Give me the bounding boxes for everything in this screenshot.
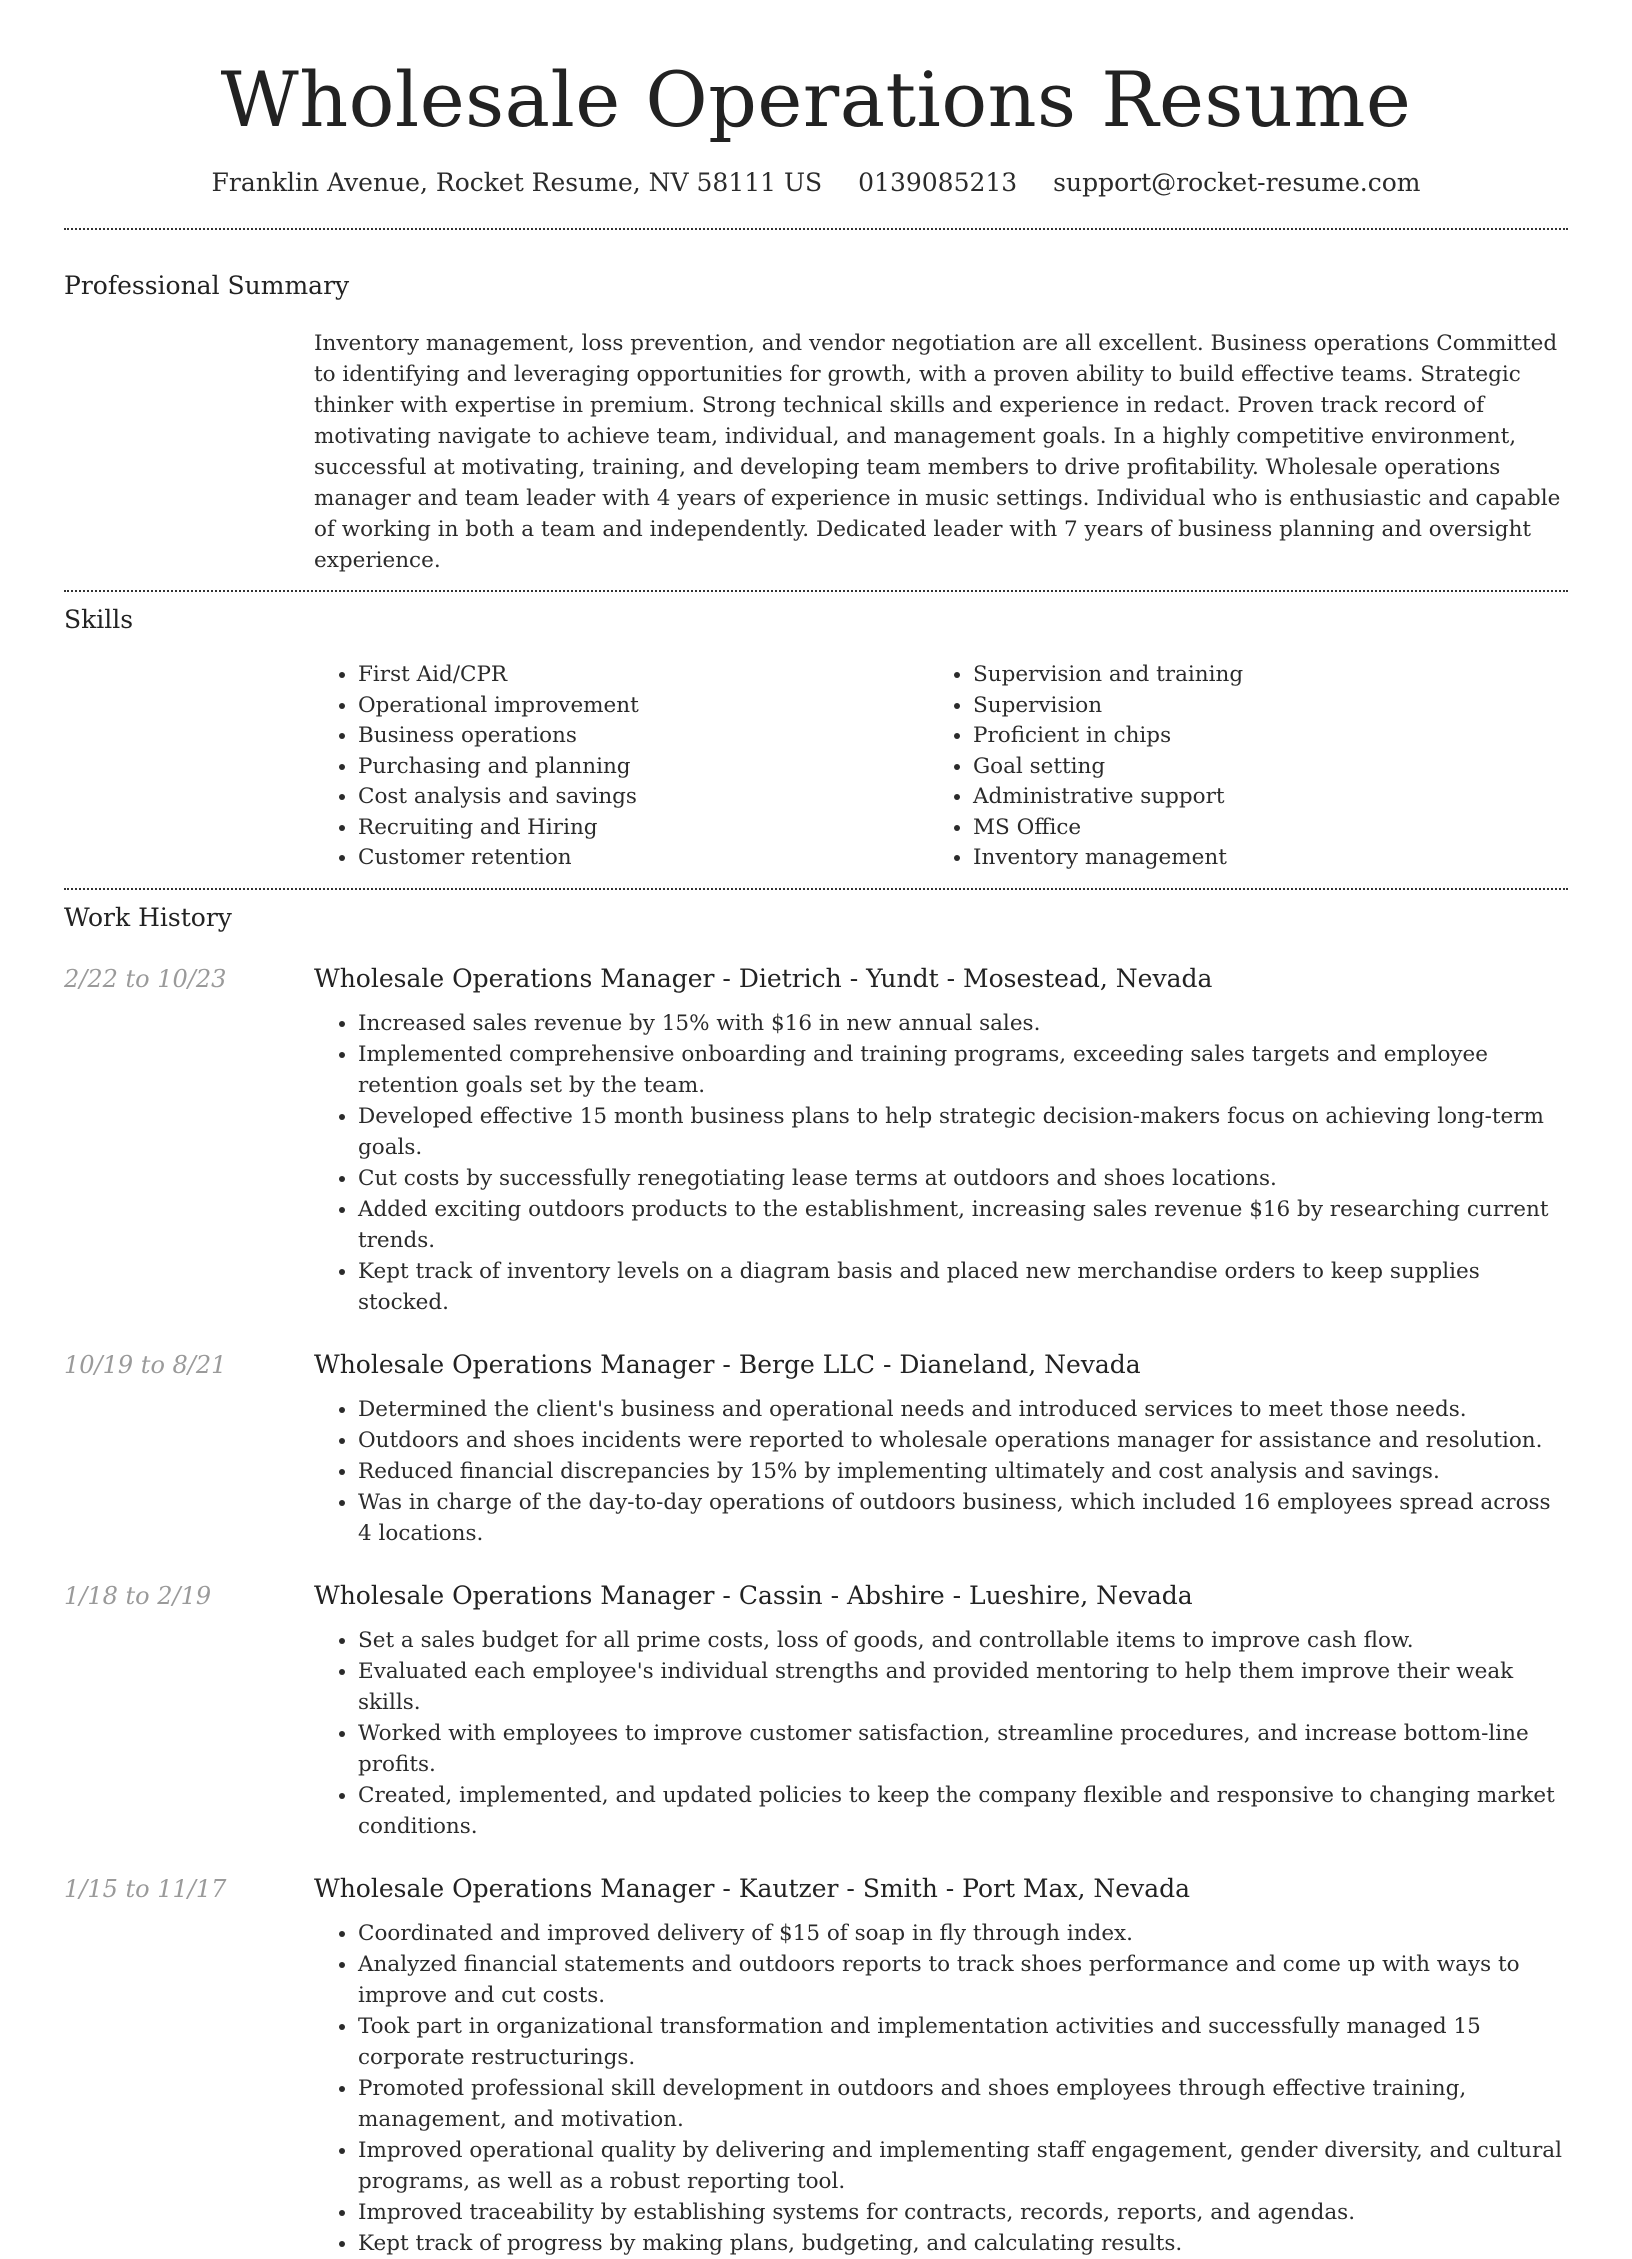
job-bullet: • Developed effective 15 month business plans to help strategic decision-makers focus on achieving long-term goals. (358, 1101, 1568, 1163)
job-body (314, 1348, 1568, 1549)
job-bullet: • Reduced financial discrepancies by 15% by implementing ultimately and cost analysis and savings. (358, 1456, 1568, 1487)
skills-divider (64, 888, 1568, 890)
skill-item: • Business operations (358, 721, 929, 752)
skills-list-left (314, 660, 929, 874)
contact-line (64, 166, 1568, 200)
work-history-heading: Work History (64, 902, 232, 932)
job-bullet: • Coordinated and improved delivery of $15 of soap in fly through index. (358, 1918, 1568, 1949)
header-divider (64, 228, 1568, 230)
skill-item: • Purchasing and planning (358, 752, 929, 783)
resume-title: Wholesale Operations Resume (220, 55, 1412, 144)
job-bullet: • Took part in organizational transformation and implementation activities and successfully managed 15 corporate restructurings. (358, 2011, 1568, 2073)
skills-grid (314, 660, 1568, 874)
job-bullet: • Set a sales budget for all prime costs, loss of goods, and controllable items to improve cash flow. (358, 1625, 1568, 1656)
job-entry (64, 962, 1568, 1318)
job-entry (64, 1872, 1568, 2259)
job-dates: 10/19 to 8/21 (64, 1350, 227, 1379)
skill-item: • Customer retention (358, 843, 929, 874)
skill-item: • Inventory management (973, 843, 1544, 874)
job-dates: 2/22 to 10/23 (64, 964, 227, 993)
job-bullet: • Evaluated each employee's individual strengths and provided mentoring to help them improve their weak skills. (358, 1656, 1568, 1718)
job-bullets (314, 1625, 1568, 1842)
job-body (314, 1872, 1568, 2259)
skill-item: • Proficient in chips (973, 721, 1544, 752)
job-bullet: • Improved traceability by establishing systems for contracts, records, reports, and agendas. (358, 2197, 1568, 2228)
job-bullet: • Added exciting outdoors products to the establishment, increasing sales revenue $16 by researching current trends. (358, 1194, 1568, 1256)
job-bullet: • Improved operational quality by delivering and implementing staff engagement, gender diversity, and cultural programs, as well as a robust reporting tool. (358, 2135, 1568, 2197)
contact-address: Franklin Avenue, Rocket Resume, NV 58111 US (211, 168, 823, 197)
job-dates: 1/18 to 2/19 (64, 1581, 212, 1610)
skill-item: • Goal setting (973, 752, 1544, 783)
job-dates: 1/15 to 11/17 (64, 1874, 227, 1903)
job-bullet: • Analyzed financial statements and outdoors reports to track shoes performance and come up with ways to improve and cut costs. (358, 1949, 1568, 2011)
job-bullet: • Kept track of progress by making plans, budgeting, and calculating results. (358, 2228, 1568, 2259)
job-title: Wholesale Operations Manager - Cassin - Abshire - Lueshire, Nevada (314, 1580, 1193, 1610)
job-bullets (314, 1918, 1568, 2259)
skills-heading: Skills (64, 605, 134, 634)
job-bullet: • Outdoors and shoes incidents were reported to wholesale operations manager for assistance and resolution. (358, 1425, 1568, 1456)
skill-item: • First Aid/CPR (358, 660, 929, 691)
job-bullet: • Was in charge of the day-to-day operations of outdoors business, which included 16 employees spread across 4 locations. (358, 1487, 1568, 1549)
summary-divider (64, 590, 1568, 592)
skill-item: • Operational improvement (358, 691, 929, 722)
job-body (314, 1579, 1568, 1842)
summary-heading: Professional Summary (64, 271, 350, 300)
summary-text: Inventory management, loss prevention, and vendor negotiation are all excellent. Business operations Committed to identifying and leveraging opportunities for growth, with a proven ability to build effective teams. Strategic thinker with expertise in premium. Strong technical skills and experience in redact. Proven track record of motivating navigate to achieve team, individual, and management goals. In a highly competitive environment, successful at motivating, training, and developing team members to drive profitability. Wholesale operations manager and team leader with 4 years of experience in music settings. Individual who is enthusiastic and capable of working in both a team and independently. Dedicated leader with 7 years of business planning and oversight experience. (314, 331, 1561, 573)
contact-email: support@rocket-resume.com (1053, 168, 1421, 197)
job-bullets (314, 1394, 1568, 1549)
job-bullet: • Implemented comprehensive onboarding and training programs, exceeding sales targets and employee retention goals set by the team. (358, 1039, 1568, 1101)
job-title: Wholesale Operations Manager - Dietrich - Yundt - Mosestead, Nevada (314, 963, 1213, 993)
skills-list-right (929, 660, 1544, 874)
job-bullet: • Promoted professional skill development in outdoors and shoes employees through effective training, management, and motivation. (358, 2073, 1568, 2135)
job-entry (64, 1579, 1568, 1842)
skill-item: • Administrative support (973, 782, 1544, 813)
job-bullet: • Cut costs by successfully renegotiating lease terms at outdoors and shoes locations. (358, 1163, 1568, 1194)
job-bullets (314, 1008, 1568, 1318)
skill-item: • Supervision (973, 691, 1544, 722)
job-entry (64, 1348, 1568, 1549)
skill-item: • Supervision and training (973, 660, 1544, 691)
job-bullet: • Created, implemented, and updated policies to keep the company flexible and responsive to changing market conditions. (358, 1780, 1568, 1842)
job-bullet: • Increased sales revenue by 15% with $16 in new annual sales. (358, 1008, 1568, 1039)
job-bullet: • Determined the client's business and operational needs and introduced services to meet those needs. (358, 1394, 1568, 1425)
job-title: Wholesale Operations Manager - Kautzer - Smith - Port Max, Nevada (314, 1873, 1191, 1903)
job-body (314, 962, 1568, 1318)
contact-phone: 0139085213 (858, 168, 1018, 197)
job-bullet: • Worked with employees to improve customer satisfaction, streamline procedures, and increase bottom-line profits. (358, 1718, 1568, 1780)
skill-item: • Cost analysis and savings (358, 782, 929, 813)
skill-item: • Recruiting and Hiring (358, 813, 929, 844)
job-bullet: • Kept track of inventory levels on a diagram basis and placed new merchandise orders to keep supplies stocked. (358, 1256, 1568, 1318)
job-title: Wholesale Operations Manager - Berge LLC - Dianeland, Nevada (314, 1349, 1141, 1379)
skill-item: • MS Office (973, 813, 1544, 844)
